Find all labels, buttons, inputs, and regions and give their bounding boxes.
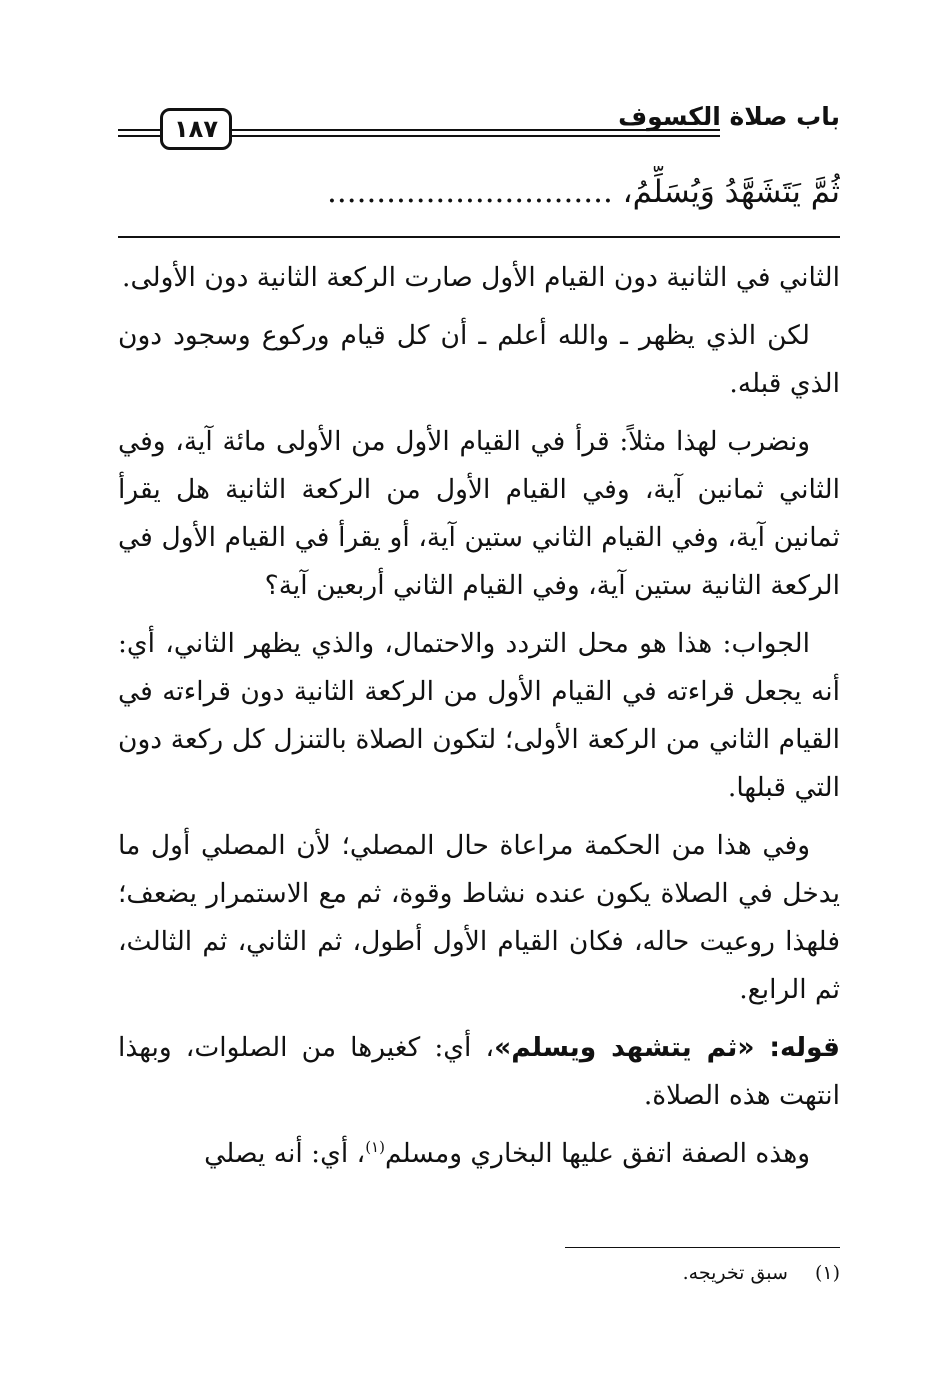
header-rule-left-2: [118, 135, 160, 137]
paragraph: ونضرب لهذا مثلاً: قرأ في القيام الأول من الأولى مائة آية، وفي الثاني ثمانين آية، وفي القيام الأول من الركعة الثانية هل يقرأ ثمانين آية، وفي القيام الثاني ستين آية، أو يقرأ في القيام الأول في الركعة الثانية ستين آية، وفي القيام الثاني أربعين آية؟: [118, 426, 840, 601]
paragraph: الجواب: هذا هو محل التردد والاحتمال، والذي يظهر الثاني، أي: أنه يجعل قراءته في القيام الأول من الركعة الثانية دون قراءته في القيام الثاني من الركعة الأولى؛ لتكون الصلاة بالتنزل كل ركعة دون التي قبلها.: [118, 628, 840, 803]
paragraph: وهذه الصفة اتفق عليها البخاري ومسلم$^{(١)}$، أي: أنه يصلي: [204, 1138, 810, 1169]
header-rule-left: [118, 129, 160, 131]
matn-dots: .............................: [327, 174, 613, 210]
matn-text: ثُمَّ يَتَشَهَّدُ وَيُسَلِّمُ،: [622, 174, 840, 210]
footnote-reference[interactable]: (١): [365, 1138, 385, 1157]
matn-line: [118, 166, 840, 222]
paragraph: وفي هذا من الحكمة مراعاة حال المصلي؛ لأن المصلي أول ما يدخل في الصلاة يكون عنده نشاط وقوة، ثم مع الاستمرار يضعف؛ فلهذا روعيت حاله، فكان القيام الأول أطول، ثم الثاني، ثم الثالث، ثم الرابع.: [118, 830, 840, 1005]
page-header: [118, 96, 840, 156]
page-number: ١٨٧: [160, 108, 232, 150]
footnote-number: (١): [814, 1262, 840, 1284]
footnote-text: سبق تخريجه.: [682, 1262, 788, 1284]
chapter-title: باب صلاة الكسوف: [618, 102, 840, 131]
footnote-divider: [565, 1247, 840, 1248]
matn-divider: [118, 236, 840, 238]
header-rule-right-2: [232, 135, 720, 137]
quote-label: قوله: «ثم يتشهد ويسلم»: [494, 1032, 840, 1063]
paragraph: الثاني في الثانية دون القيام الأول صارت الركعة الثانية دون الأولى.: [122, 262, 840, 293]
commentary-body: [118, 254, 840, 1188]
paragraph: قوله: «ثم يتشهد ويسلم»، أي: كغيرها من الصلوات، وبهذا انتهت هذه الصلاة.: [118, 1032, 840, 1111]
paragraph: لكن الذي يظهر ـ والله أعلم ـ أن كل قيام وركوع وسجود دون الذي قبله.: [118, 320, 840, 399]
header-rule-right: [232, 129, 720, 131]
footnote: [118, 1258, 840, 1288]
